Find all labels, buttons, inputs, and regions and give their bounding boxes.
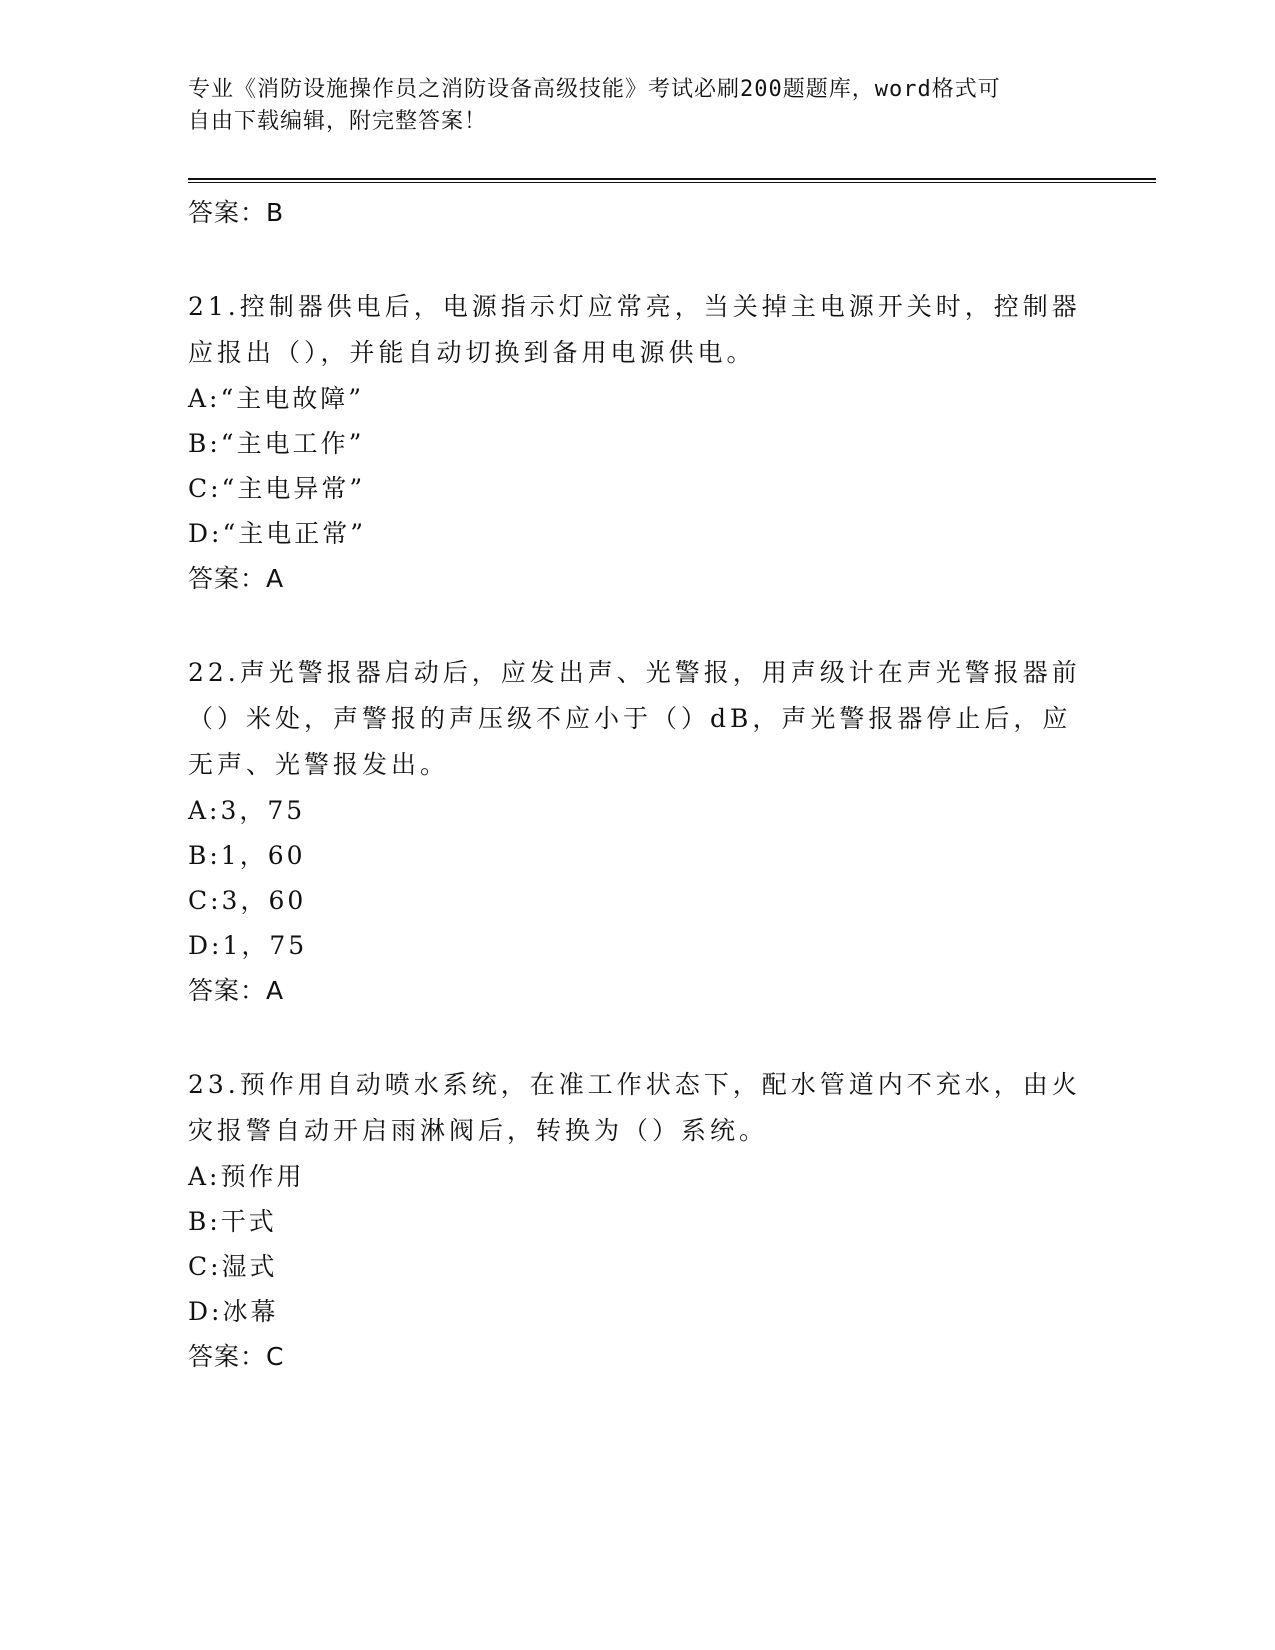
spacer: [188, 236, 1088, 284]
question-answer: 答案：A: [188, 976, 285, 1005]
question-stem-line: （）米处，声警报的声压级不应小于（）dB，声光警报器停止后，应: [188, 704, 1072, 733]
question-block: [188, 1062, 1088, 1380]
option-b: B:1，60: [188, 841, 306, 870]
option-d: D:1，75: [188, 931, 308, 960]
question-answer: 答案：C: [188, 1342, 285, 1371]
option-a: A:3，75: [188, 796, 306, 825]
option-a: A:“主电故障”: [188, 384, 365, 413]
option-d: D:冰幕: [188, 1297, 279, 1326]
question-stem-line: 无声、光警报发出。: [188, 750, 450, 779]
question-stem: [188, 1062, 1088, 1154]
header-line-2: 自由下载编辑，附完整答案！: [188, 109, 488, 134]
previous-answer: 答案：B: [188, 198, 285, 227]
option-b: B:“主电工作”: [188, 429, 365, 458]
question-stem-line: 应报出（），并能自动切换到备用电源供电。: [188, 338, 756, 367]
question-stem-line: 21.控制器供电后，电源指示灯应常亮，当关掉主电源开关时，控制器: [188, 292, 1081, 321]
option-c: C:“主电异常”: [188, 474, 366, 503]
header-divider: [188, 178, 1156, 183]
option-a: A:预作用: [188, 1162, 305, 1191]
question-stem: [188, 284, 1088, 376]
question-block: [188, 650, 1088, 1014]
question-stem-line: 23.预作用自动喷水系统，在准工作状态下，配水管道内不充水，由火: [188, 1070, 1081, 1099]
spacer: [188, 1014, 1088, 1062]
question-block: [188, 284, 1088, 602]
option-b: B:干式: [188, 1207, 277, 1236]
option-c: C:3，60: [188, 886, 307, 915]
question-stem: [188, 650, 1088, 788]
option-d: D:“主电正常”: [188, 519, 367, 548]
header-line-1: 专业《消防设施操作员之消防设备高级技能》考试必刷200题题库，word格式可: [188, 77, 1001, 102]
question-answer: 答案：A: [188, 564, 285, 593]
option-c: C:湿式: [188, 1252, 278, 1281]
spacer: [188, 602, 1088, 650]
question-list: [188, 190, 1088, 1380]
question-stem-line: 灾报警自动开启雨淋阀后，转换为（）系统。: [188, 1116, 769, 1145]
question-stem-line: 22.声光警报器启动后，应发出声、光警报，用声级计在声光警报器前: [188, 658, 1081, 687]
page-header: [188, 74, 1088, 138]
